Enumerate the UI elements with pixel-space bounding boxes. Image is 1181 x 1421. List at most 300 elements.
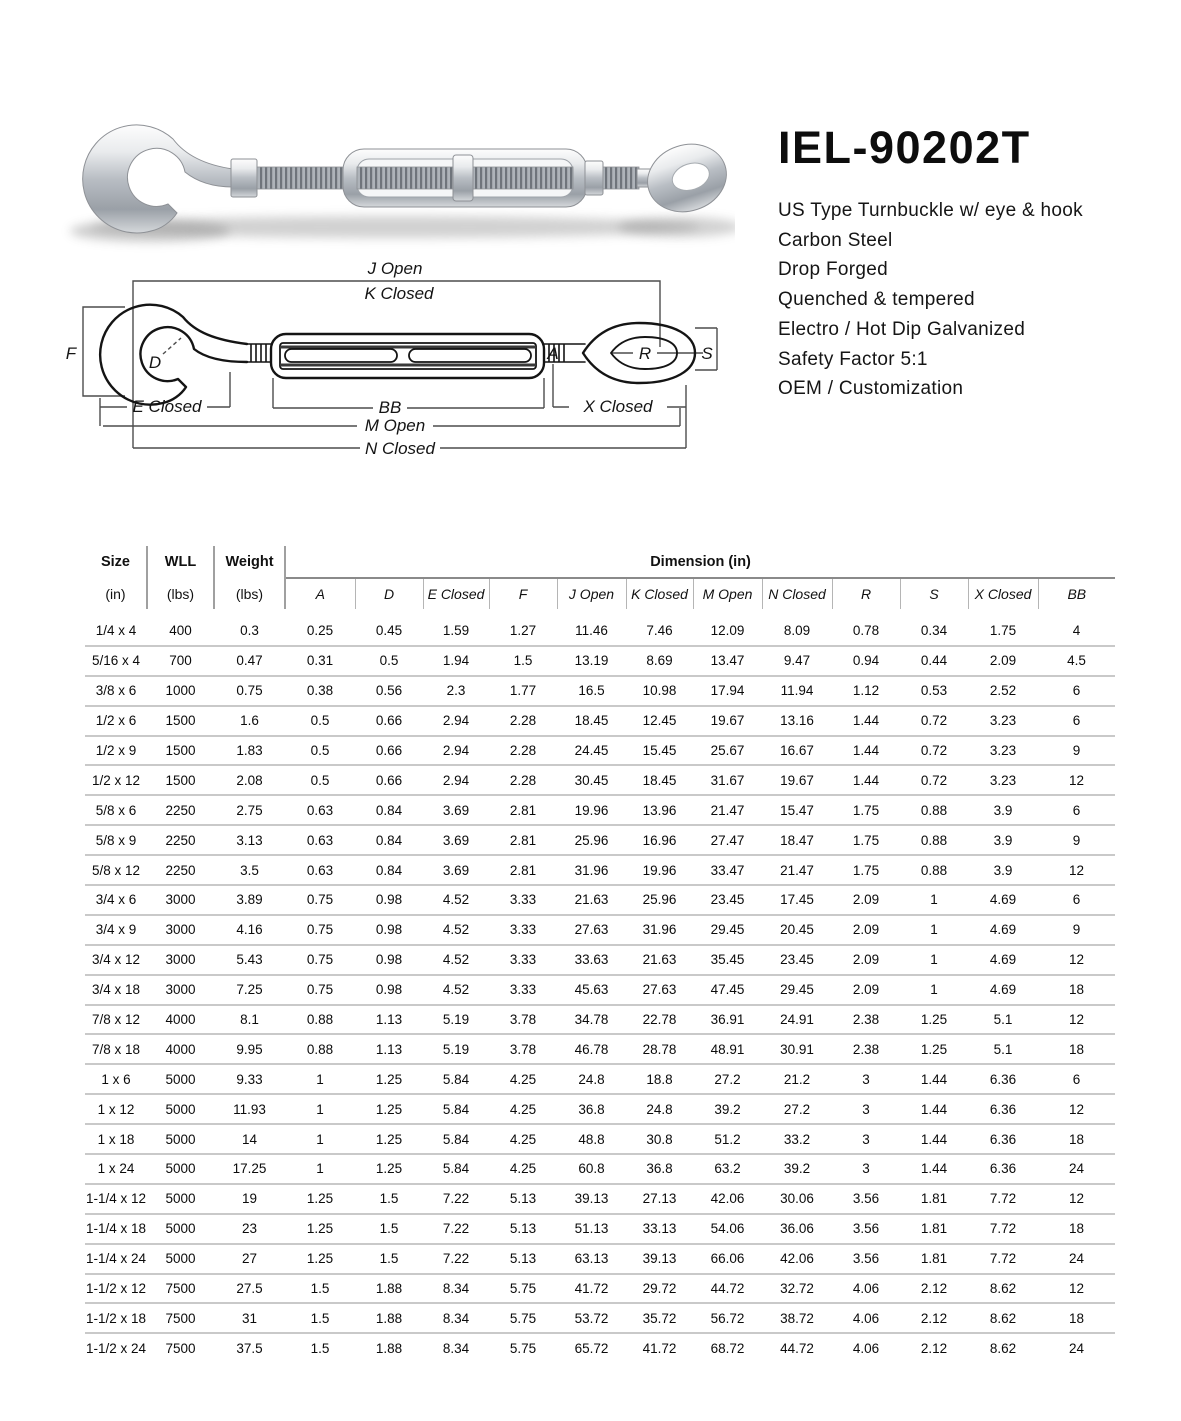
value-cell: 0.66 bbox=[355, 765, 423, 795]
value-cell: 0.5 bbox=[355, 646, 423, 676]
value-cell: 8.1 bbox=[214, 1005, 285, 1035]
value-cell: 1.6 bbox=[214, 706, 285, 736]
value-cell: 2.94 bbox=[423, 736, 489, 766]
value-cell: 5.13 bbox=[489, 1214, 557, 1244]
value-cell: 12 bbox=[1038, 945, 1115, 975]
value-cell: 35.72 bbox=[626, 1303, 693, 1333]
size-cell: 1 x 6 bbox=[85, 1064, 147, 1094]
value-cell: 1.5 bbox=[285, 1303, 355, 1333]
value-cell: 1.81 bbox=[900, 1214, 968, 1244]
value-cell: 37.5 bbox=[236, 1340, 263, 1356]
value-cell: 3.69 bbox=[423, 795, 489, 825]
value-cell: 6.36 bbox=[968, 1124, 1038, 1154]
size-cell: 3/4 x 9 bbox=[85, 915, 147, 945]
value-cell: 19.67 bbox=[693, 706, 762, 736]
value-cell: 7.25 bbox=[214, 975, 285, 1005]
value-cell: 3 bbox=[832, 1094, 900, 1124]
value-cell: 4 bbox=[1038, 617, 1115, 646]
value-cell: 3.9 bbox=[968, 825, 1038, 855]
value-cell: 3.33 bbox=[489, 885, 557, 915]
value-cell: 5000 bbox=[147, 1124, 214, 1154]
value-cell: 63.13 bbox=[557, 1244, 626, 1274]
value-cell: 0.88 bbox=[900, 825, 968, 855]
value-cell: 7.22 bbox=[423, 1214, 489, 1244]
value-cell: 1.88 bbox=[355, 1274, 423, 1304]
value-cell: 45.63 bbox=[557, 975, 626, 1005]
value-cell: 25.96 bbox=[626, 885, 693, 915]
value-cell: 3.23 bbox=[968, 706, 1038, 736]
value-cell: 6 bbox=[1038, 706, 1115, 736]
value-cell: 2.81 bbox=[489, 825, 557, 855]
value-cell: 12 bbox=[1038, 855, 1115, 885]
value-cell: 0.84 bbox=[355, 855, 423, 885]
value-cell: 25.67 bbox=[693, 736, 762, 766]
dim-label-d: D bbox=[148, 353, 162, 372]
value-cell: 8.62 bbox=[968, 1303, 1038, 1333]
value-cell: 1.5 bbox=[310, 1340, 330, 1356]
dim-label-k-closed: K Closed bbox=[364, 284, 434, 303]
value-cell: 21.47 bbox=[762, 855, 832, 885]
value-cell: 3000 bbox=[147, 945, 214, 975]
value-cell: 7.46 bbox=[626, 617, 693, 646]
value-cell: 400 bbox=[147, 617, 214, 646]
value-cell: 54.06 bbox=[693, 1214, 762, 1244]
value-cell: 1500 bbox=[147, 765, 214, 795]
value-cell: 0.5 bbox=[285, 706, 355, 736]
value-cell: 19.96 bbox=[626, 855, 693, 885]
size-cell: 3/4 x 18 bbox=[85, 975, 147, 1005]
value-cell: 51.13 bbox=[557, 1214, 626, 1244]
value-cell: 8.62 bbox=[968, 1274, 1038, 1304]
value-cell: 6 bbox=[1038, 676, 1115, 706]
value-cell: 7500 bbox=[147, 1274, 214, 1304]
value-cell: 1 bbox=[900, 945, 968, 975]
value-cell: 1.44 bbox=[900, 1094, 968, 1124]
value-cell: 16.5 bbox=[557, 676, 626, 706]
value-cell: 6.36 bbox=[968, 1154, 1038, 1184]
dim-label-f: F bbox=[65, 344, 77, 363]
value-cell: 1 bbox=[900, 915, 968, 945]
value-cell: 4000 bbox=[147, 1005, 214, 1035]
value-cell: 6.36 bbox=[968, 1064, 1038, 1094]
value-cell: 5.13 bbox=[489, 1244, 557, 1274]
value-cell: 4.52 bbox=[423, 945, 489, 975]
dim-col-x-closed: X Closed bbox=[968, 578, 1038, 609]
table-row bbox=[85, 1184, 1115, 1214]
value-cell: 2.3 bbox=[423, 676, 489, 706]
value-cell: 0.72 bbox=[900, 765, 968, 795]
table-row bbox=[85, 706, 1115, 736]
size-cell: 1-1/4 x 12 bbox=[85, 1184, 147, 1214]
table-row bbox=[85, 825, 1115, 855]
value-cell: 2.81 bbox=[489, 855, 557, 885]
value-cell: 13.96 bbox=[626, 795, 693, 825]
value-cell: 30.06 bbox=[762, 1184, 832, 1214]
body-slot-right bbox=[409, 349, 531, 362]
dim-col-e-closed: E Closed bbox=[423, 578, 489, 609]
value-cell: 1 bbox=[900, 885, 968, 915]
value-cell: 44.72 bbox=[693, 1274, 762, 1304]
dim-label-r: R bbox=[638, 344, 652, 363]
table-row bbox=[85, 1154, 1115, 1184]
value-cell: 0.53 bbox=[900, 676, 968, 706]
value-cell: 30.91 bbox=[762, 1034, 832, 1064]
size-cell: 1-1/2 x 12 bbox=[85, 1274, 147, 1304]
value-cell: 19.67 bbox=[762, 765, 832, 795]
feature-line: US Type Turnbuckle w/ eye & hook bbox=[778, 200, 1083, 221]
dim-label-x-closed: X Closed bbox=[583, 397, 653, 416]
value-cell: 29.45 bbox=[693, 915, 762, 945]
value-cell: 0.63 bbox=[285, 795, 355, 825]
value-cell: 31.96 bbox=[626, 915, 693, 945]
value-cell: 3.56 bbox=[832, 1244, 900, 1274]
value-cell: 2250 bbox=[147, 825, 214, 855]
value-cell: 27.5 bbox=[214, 1274, 285, 1304]
value-cell: 17.94 bbox=[693, 676, 762, 706]
value-cell: 18.47 bbox=[762, 825, 832, 855]
value-cell: 23.45 bbox=[762, 945, 832, 975]
dim-col-k-closed: K Closed bbox=[626, 578, 693, 609]
photo-right-nut bbox=[585, 161, 603, 195]
table-row bbox=[85, 975, 1115, 1005]
hook-outline bbox=[100, 305, 247, 405]
value-cell: 5.19 bbox=[423, 1034, 489, 1064]
header-gap-row bbox=[85, 609, 1115, 617]
value-cell: 5.75 bbox=[489, 1303, 557, 1333]
spec-table bbox=[85, 546, 1115, 1362]
dim-col-m-open: M Open bbox=[693, 578, 762, 609]
value-cell: 33.47 bbox=[693, 855, 762, 885]
value-cell: 1.5 bbox=[355, 1214, 423, 1244]
feature-line: Carbon Steel bbox=[778, 229, 893, 251]
value-cell: 13.47 bbox=[693, 646, 762, 676]
value-cell: 6 bbox=[1038, 885, 1115, 915]
value-cell: 7.22 bbox=[423, 1184, 489, 1214]
value-cell: 8.34 bbox=[442, 1340, 470, 1356]
size-cell: 3/4 x 12 bbox=[85, 945, 147, 975]
col-header-wll: WLL bbox=[147, 546, 214, 578]
value-cell: 3000 bbox=[147, 885, 214, 915]
value-cell: 3 bbox=[832, 1154, 900, 1184]
value-cell: 5.1 bbox=[968, 1005, 1038, 1035]
value-cell: 9 bbox=[1038, 736, 1115, 766]
value-cell: 18 bbox=[1038, 1124, 1115, 1154]
value-cell: 1 bbox=[285, 1154, 355, 1184]
value-cell: 6.36 bbox=[968, 1094, 1038, 1124]
dim-label-e-closed: E Closed bbox=[132, 397, 202, 416]
value-cell: 12 bbox=[1038, 765, 1115, 795]
value-cell: 31.96 bbox=[557, 855, 626, 885]
value-cell: 12 bbox=[1038, 1005, 1115, 1035]
size-cell: 5/16 x 4 bbox=[85, 646, 147, 676]
size-cell: 5/8 x 12 bbox=[85, 855, 147, 885]
value-cell: 17.25 bbox=[214, 1154, 285, 1184]
value-cell: 3.33 bbox=[489, 975, 557, 1005]
value-cell: 2.12 bbox=[920, 1340, 948, 1356]
value-cell: 1.81 bbox=[900, 1244, 968, 1274]
value-cell: 0.34 bbox=[900, 617, 968, 646]
value-cell: 1000 bbox=[147, 676, 214, 706]
value-cell: 2.38 bbox=[832, 1034, 900, 1064]
value-cell: 5.19 bbox=[423, 1005, 489, 1035]
feature-line: OEM / Customization bbox=[778, 378, 964, 400]
left-rod bbox=[247, 344, 271, 362]
value-cell: 18 bbox=[1038, 1303, 1115, 1333]
size-cell: 1-1/2 x 24 bbox=[85, 1340, 147, 1356]
value-cell: 1.59 bbox=[423, 617, 489, 646]
value-cell: 24.8 bbox=[557, 1064, 626, 1094]
col-header-weight: Weight bbox=[214, 546, 285, 578]
value-cell: 23 bbox=[214, 1214, 285, 1244]
size-cell: 1/2 x 6 bbox=[85, 706, 147, 736]
value-cell: 25.96 bbox=[557, 825, 626, 855]
size-cell: 1-1/4 x 24 bbox=[85, 1244, 147, 1274]
value-cell: 29.72 bbox=[626, 1274, 693, 1304]
value-cell: 3.89 bbox=[214, 885, 285, 915]
value-cell: 22.78 bbox=[626, 1005, 693, 1035]
value-cell: 5.43 bbox=[214, 945, 285, 975]
table-row bbox=[85, 1094, 1115, 1124]
value-cell: 8.62 bbox=[989, 1340, 1017, 1356]
value-cell: 0.45 bbox=[355, 617, 423, 646]
value-cell: 0.47 bbox=[214, 646, 285, 676]
value-cell: 4.25 bbox=[489, 1064, 557, 1094]
value-cell: 66.06 bbox=[693, 1244, 762, 1274]
value-cell: 3.69 bbox=[423, 855, 489, 885]
value-cell: 2.28 bbox=[489, 736, 557, 766]
value-cell: 5000 bbox=[147, 1214, 214, 1244]
value-cell: 19 bbox=[214, 1184, 285, 1214]
value-cell: 3.33 bbox=[489, 915, 557, 945]
value-cell: 2.94 bbox=[423, 765, 489, 795]
value-cell: 2250 bbox=[147, 855, 214, 885]
value-cell: 24 bbox=[1038, 1244, 1115, 1274]
value-cell: 51.2 bbox=[693, 1124, 762, 1154]
value-cell: 3.78 bbox=[489, 1034, 557, 1064]
value-cell: 36.8 bbox=[557, 1094, 626, 1124]
value-cell: 2.08 bbox=[214, 765, 285, 795]
dim-col-f: F bbox=[489, 578, 557, 609]
value-cell: 0.88 bbox=[285, 1034, 355, 1064]
value-cell: 2250 bbox=[147, 795, 214, 825]
value-cell: 27.2 bbox=[693, 1064, 762, 1094]
dim-label-m-open: M Open bbox=[364, 416, 426, 435]
value-cell: 18.45 bbox=[626, 765, 693, 795]
value-cell: 0.98 bbox=[355, 945, 423, 975]
value-cell: 1.12 bbox=[832, 676, 900, 706]
value-cell: 1.83 bbox=[214, 736, 285, 766]
value-cell: 29.45 bbox=[762, 975, 832, 1005]
size-cell: 1/2 x 9 bbox=[85, 736, 147, 766]
value-cell: 30.8 bbox=[626, 1124, 693, 1154]
value-cell: 1500 bbox=[147, 736, 214, 766]
value-cell: 41.72 bbox=[557, 1274, 626, 1304]
value-cell: 9.47 bbox=[762, 646, 832, 676]
value-cell: 39.13 bbox=[626, 1244, 693, 1274]
dim-col-bb: BB bbox=[1067, 586, 1087, 602]
size-cell: 5/8 x 6 bbox=[85, 795, 147, 825]
value-cell: 4.69 bbox=[968, 975, 1038, 1005]
value-cell: 2.09 bbox=[832, 975, 900, 1005]
value-cell: 3.56 bbox=[832, 1184, 900, 1214]
value-cell: 5.84 bbox=[423, 1064, 489, 1094]
photo-hook bbox=[83, 125, 233, 233]
size-cell: 1/2 x 12 bbox=[85, 765, 147, 795]
value-cell: 39.2 bbox=[762, 1154, 832, 1184]
value-cell: 1.44 bbox=[832, 706, 900, 736]
value-cell: 1 bbox=[285, 1064, 355, 1094]
value-cell: 1.13 bbox=[355, 1034, 423, 1064]
value-cell: 1.25 bbox=[355, 1094, 423, 1124]
dim-label-s: S bbox=[701, 344, 713, 363]
dim-col-a: A bbox=[285, 578, 355, 609]
table-row bbox=[85, 1214, 1115, 1244]
table-row bbox=[85, 1303, 1115, 1333]
value-cell: 8.69 bbox=[626, 646, 693, 676]
value-cell: 4.25 bbox=[489, 1124, 557, 1154]
value-cell: 1.5 bbox=[355, 1244, 423, 1274]
value-cell: 4.52 bbox=[423, 975, 489, 1005]
feature-line: Electro / Hot Dip Galvanized bbox=[778, 318, 1026, 340]
table-row bbox=[85, 1005, 1115, 1035]
value-cell: 2.38 bbox=[832, 1005, 900, 1035]
value-cell: 1.25 bbox=[355, 1154, 423, 1184]
value-cell: 0.88 bbox=[900, 855, 968, 885]
table-row bbox=[85, 1124, 1115, 1154]
value-cell: 18.45 bbox=[557, 706, 626, 736]
value-cell: 17.45 bbox=[762, 885, 832, 915]
value-cell: 0.88 bbox=[900, 795, 968, 825]
table-row bbox=[85, 646, 1115, 676]
value-cell: 24 bbox=[1069, 1340, 1085, 1356]
value-cell: 33.13 bbox=[626, 1214, 693, 1244]
value-cell: 8.34 bbox=[423, 1274, 489, 1304]
value-cell: 4.06 bbox=[832, 1274, 900, 1304]
value-cell: 1500 bbox=[147, 706, 214, 736]
value-cell: 1 bbox=[285, 1094, 355, 1124]
value-cell: 0.84 bbox=[355, 795, 423, 825]
value-cell: 15.45 bbox=[626, 736, 693, 766]
value-cell: 18 bbox=[1038, 1214, 1115, 1244]
value-cell: 0.75 bbox=[214, 676, 285, 706]
value-cell: 1.77 bbox=[489, 676, 557, 706]
value-cell: 1.25 bbox=[355, 1064, 423, 1094]
value-cell: 6 bbox=[1038, 1064, 1115, 1094]
value-cell: 2.09 bbox=[968, 646, 1038, 676]
value-cell: 1.75 bbox=[832, 855, 900, 885]
value-cell: 23.45 bbox=[693, 885, 762, 915]
value-cell: 27.63 bbox=[557, 915, 626, 945]
value-cell: 24 bbox=[1038, 1154, 1115, 1184]
value-cell: 68.72 bbox=[710, 1340, 745, 1356]
value-cell: 2.75 bbox=[214, 795, 285, 825]
value-cell: 1.25 bbox=[355, 1124, 423, 1154]
value-cell: 2.09 bbox=[832, 915, 900, 945]
value-cell: 1.75 bbox=[832, 795, 900, 825]
value-cell: 4.69 bbox=[968, 915, 1038, 945]
value-cell: 1.44 bbox=[832, 736, 900, 766]
header-row-groups bbox=[85, 546, 1115, 578]
value-cell: 5000 bbox=[147, 1154, 214, 1184]
value-cell: 0.25 bbox=[285, 617, 355, 646]
value-cell: 2.12 bbox=[900, 1274, 968, 1304]
value-cell: 2.09 bbox=[832, 945, 900, 975]
value-cell: 24.91 bbox=[762, 1005, 832, 1035]
feature-line: Quenched & tempered bbox=[778, 289, 975, 311]
value-cell: 38.72 bbox=[762, 1303, 832, 1333]
value-cell: 21.2 bbox=[762, 1064, 832, 1094]
value-cell: 27.2 bbox=[762, 1094, 832, 1124]
value-cell: 1.44 bbox=[900, 1124, 968, 1154]
table-row bbox=[85, 795, 1115, 825]
dim-col-j-open: J Open bbox=[557, 578, 626, 609]
value-cell: 4.52 bbox=[423, 885, 489, 915]
table-row bbox=[85, 1274, 1115, 1304]
value-cell: 3.69 bbox=[423, 825, 489, 855]
dim-col-s: S bbox=[900, 578, 968, 609]
value-cell: 4.25 bbox=[489, 1094, 557, 1124]
value-cell: 0.44 bbox=[900, 646, 968, 676]
body-slot-left bbox=[285, 349, 397, 362]
value-cell: 27.47 bbox=[693, 825, 762, 855]
value-cell: 4000 bbox=[147, 1034, 214, 1064]
value-cell: 39.13 bbox=[557, 1184, 626, 1214]
dim-label-bb: BB bbox=[378, 398, 402, 417]
value-cell: 1.5 bbox=[355, 1184, 423, 1214]
value-cell: 42.06 bbox=[762, 1244, 832, 1274]
table-row bbox=[85, 855, 1115, 885]
value-cell: 60.8 bbox=[557, 1154, 626, 1184]
photo-inner-rod-right bbox=[473, 167, 573, 189]
dimension-diagram bbox=[55, 250, 735, 475]
value-cell: 4.06 bbox=[852, 1340, 880, 1356]
value-cell: 8.34 bbox=[423, 1303, 489, 1333]
table-row bbox=[85, 676, 1115, 706]
value-cell: 0.56 bbox=[355, 676, 423, 706]
value-cell: 1.94 bbox=[423, 646, 489, 676]
value-cell: 8.09 bbox=[762, 617, 832, 646]
table-row bbox=[85, 1064, 1115, 1094]
value-cell: 11.94 bbox=[762, 676, 832, 706]
value-cell: 0.78 bbox=[832, 617, 900, 646]
product-model: IEL-90202T bbox=[778, 122, 1031, 173]
value-cell: 700 bbox=[147, 646, 214, 676]
value-cell: 0.63 bbox=[285, 825, 355, 855]
value-cell: 1.25 bbox=[285, 1184, 355, 1214]
value-cell: 16.67 bbox=[762, 736, 832, 766]
value-cell: 7.22 bbox=[423, 1244, 489, 1274]
table-row bbox=[85, 945, 1115, 975]
value-cell: 1.5 bbox=[489, 646, 557, 676]
value-cell: 4.69 bbox=[968, 885, 1038, 915]
value-cell: 12 bbox=[1038, 1184, 1115, 1214]
value-cell: 63.2 bbox=[693, 1154, 762, 1184]
size-cell: 1/4 x 4 bbox=[85, 617, 147, 646]
value-cell: 5.75 bbox=[489, 1274, 557, 1304]
value-cell: 0.98 bbox=[355, 915, 423, 945]
unit-size: (in) bbox=[85, 578, 147, 609]
dim-col-r: R bbox=[832, 578, 900, 609]
value-cell: 3.9 bbox=[968, 795, 1038, 825]
table-row bbox=[85, 736, 1115, 766]
size-cell: 3/4 x 6 bbox=[85, 885, 147, 915]
value-cell: 3.23 bbox=[968, 736, 1038, 766]
value-cell: 9 bbox=[1038, 825, 1115, 855]
dim-col-n-closed: N Closed bbox=[762, 578, 832, 609]
value-cell: 53.72 bbox=[557, 1303, 626, 1333]
value-cell: 0.5 bbox=[285, 736, 355, 766]
value-cell: 18 bbox=[1038, 975, 1115, 1005]
